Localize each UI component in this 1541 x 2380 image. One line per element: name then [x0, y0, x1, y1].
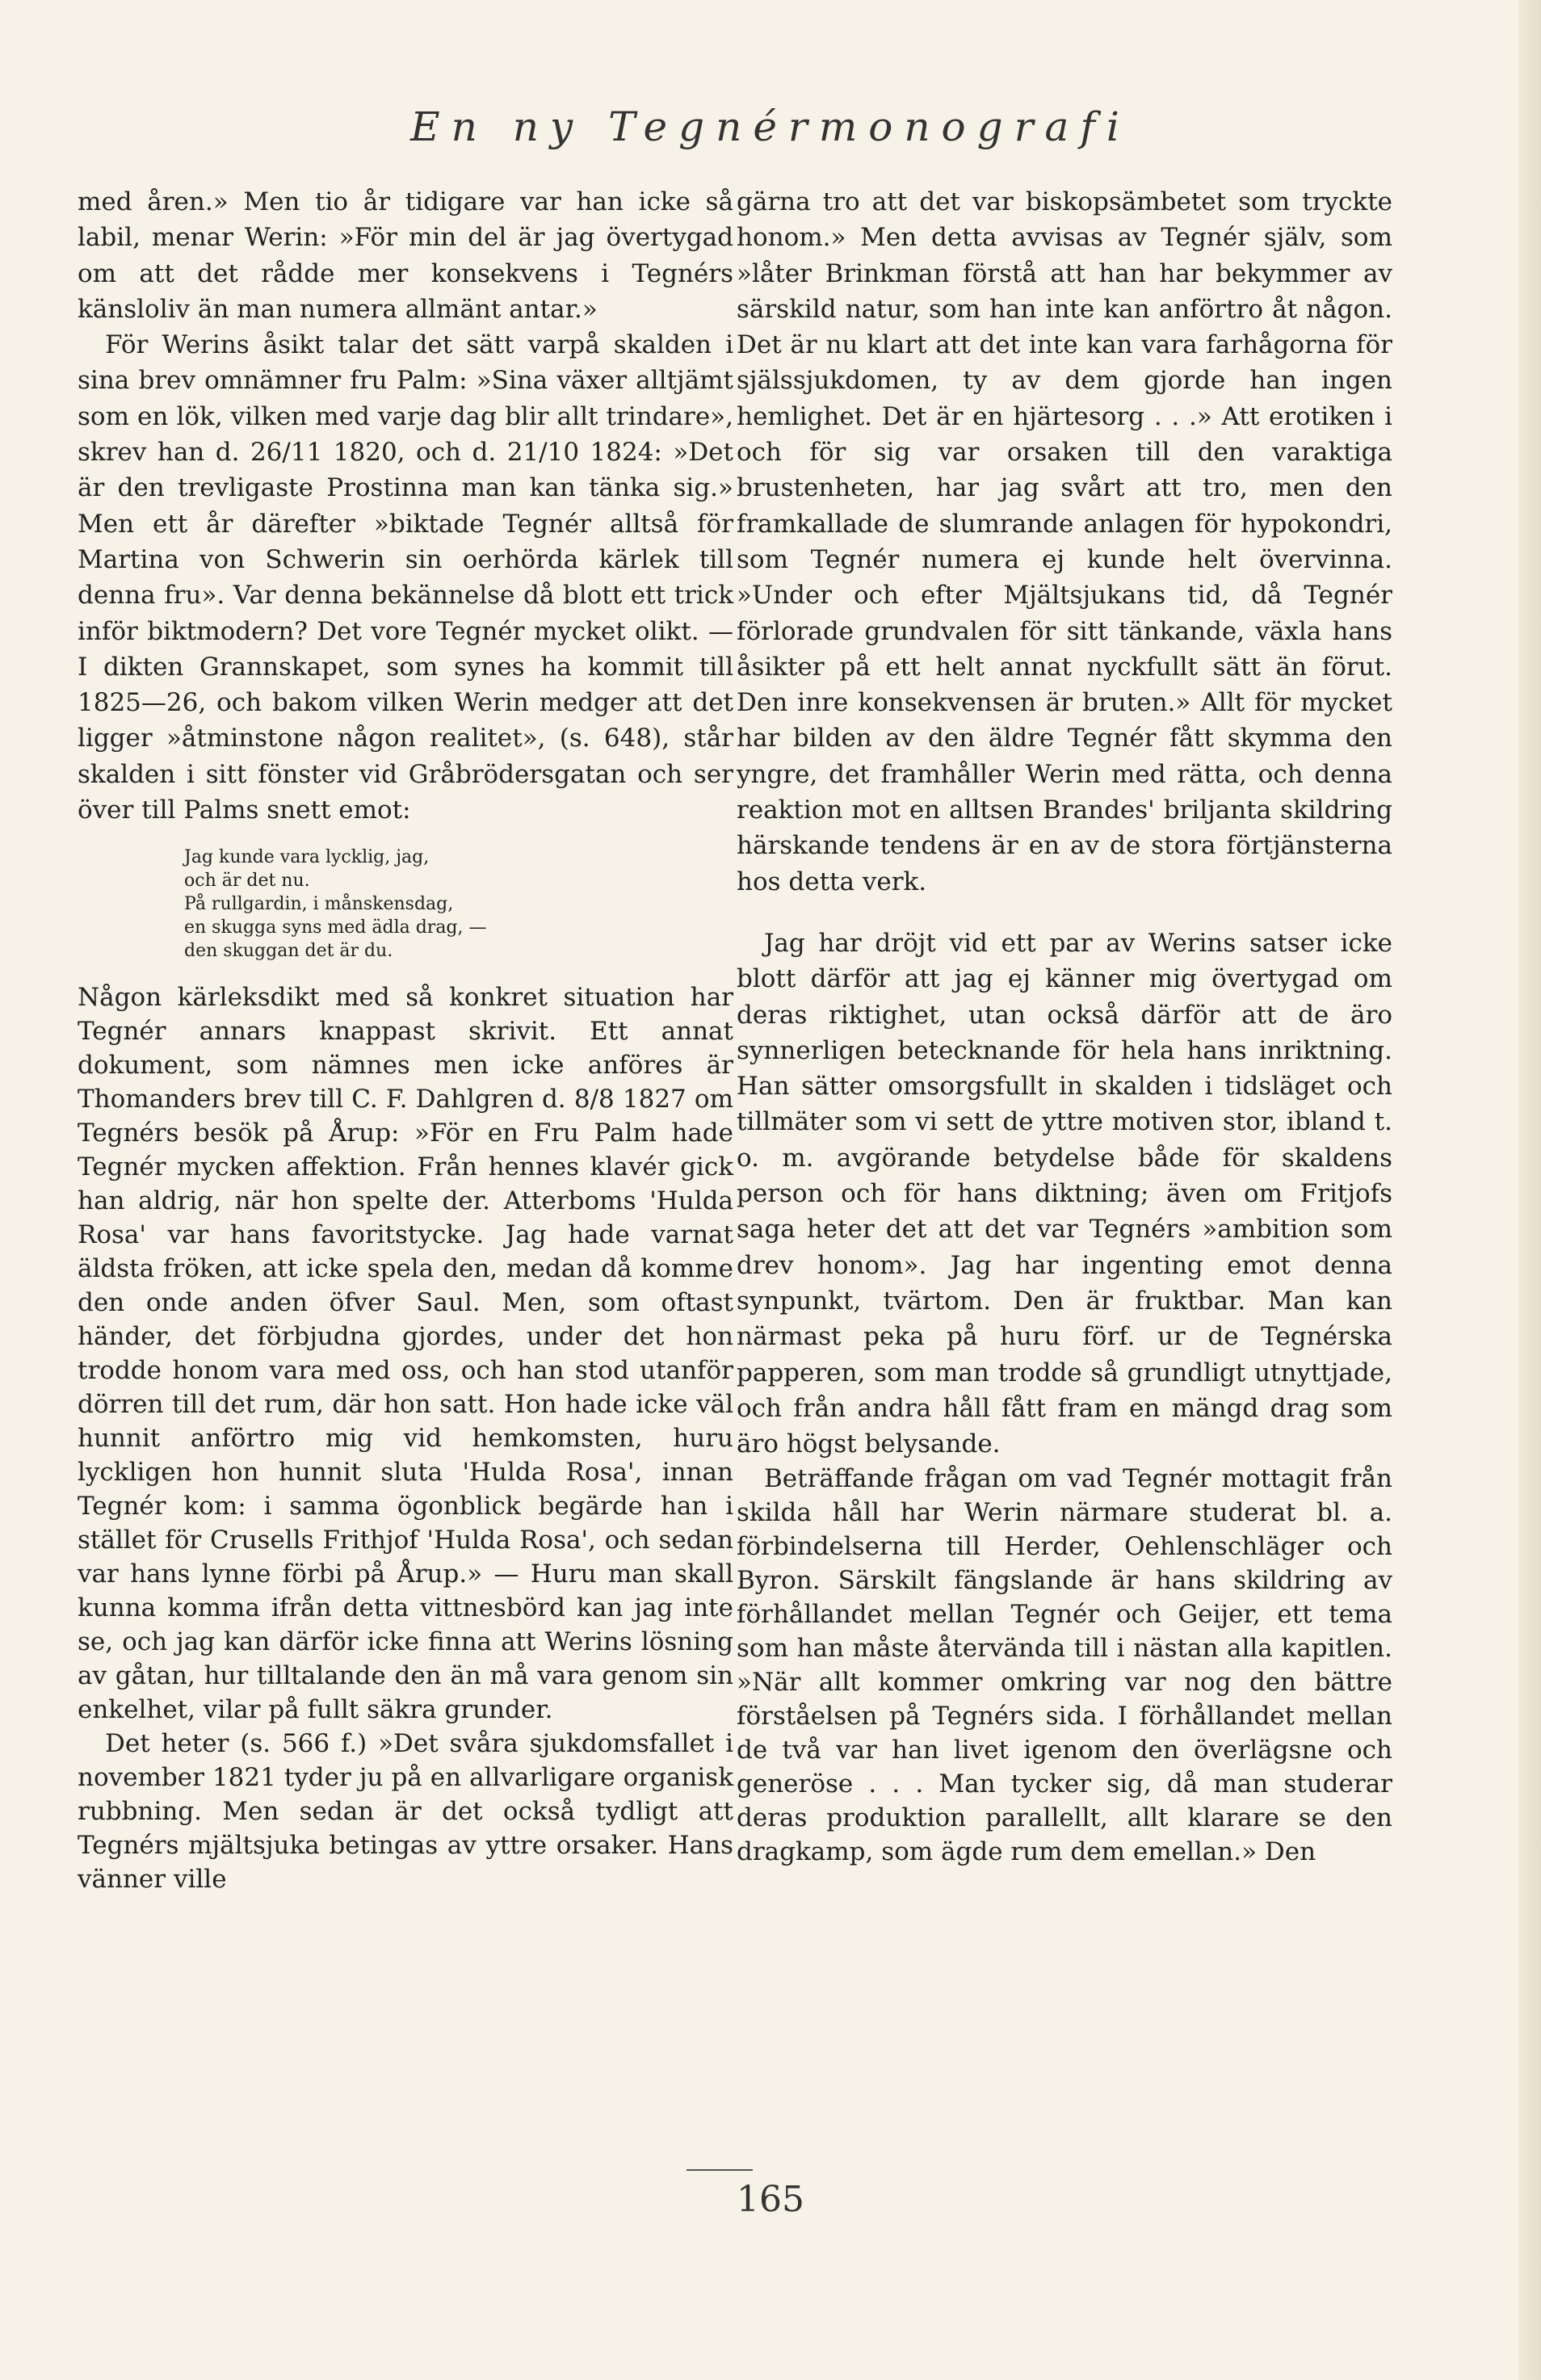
- paragraph: Det heter (s. 566 f.) »Det svåra sjukdomsfallet i november 1821 tyder ju på en allvarligare organisk rubbning. Men sedan är det också tydligt att Tegnérs mjältsjuka betingas av yttre orsaker. Hans vänner ville: [78, 1729, 733, 1895]
- paragraph: Jag har dröjt vid ett par av Werins satser icke blott därför att jag ej känner mig övertygad om deras riktighet, utan också därför att de äro synnerligen betecknande för hela hans inriktning. Han sätter omsorgsfullt in skalden i tidsläget och tillmäter som vi sett de yttre motiven stor, ibland t. o. m. avgörande betydelse både för skaldens person och för hans diktning; även om Fritjofs saga heter det att det var Tegnérs »ambition som drev honom». Jag har ingenting emot denna synpunkt, tvärtom. Den är fruktbar. Man kan närmast peka på huru förf. ur de Tegnérska papperen, som man trodde så grundligt utnyttjade, och från andra håll fått fram en mängd drag som äro högst belysande.: [737, 928, 1392, 1459]
- poem-line: en skugga syns med ädla drag, —: [184, 917, 487, 938]
- paragraph: För Werins åsikt talar det sätt varpå skalden i sina brev omnämner fru Palm: »Sina växer alltjämt som en lök, vilken med varje dag blir allt trindare», skrev han d. 26/11 1820, och d. 21/10 1824: »Det är den trevligaste Prostinna man kan tänka sig.» Men ett år därefter »biktade Tegnér alltså för Martina von Schwerin sin oerhörda kärlek till denna fru». Var denna bekännelse då blott ett trick inför biktmodern? Det vore Tegnér mycket olikt. — I dikten Grannskapet, som synes ha kommit till 1825—26, och bakom vilken Werin medger att det ligger »åtminstone någon realitet», (s. 648), står skalden i sitt fönster vid Gråbrödersgatan och ser över till Palms snett emot:: [78, 330, 733, 825]
- left-column: [78, 184, 733, 1896]
- poem-line: På rullgardin, i månskensdag,: [184, 894, 454, 915]
- paragraph: Någon kärleksdikt med så konkret situation har Tegnér annars knappast skrivit. Ett annat dokument, som nämnes men icke anföres är Thomanders brev till C. F. Dahlgren d. 8/8 1827 om Tegnérs besök på Årup: »För en Fru Palm hade Tegnér mycken affektion. Från hennes klavér gick han aldrig, när hon spelte der. Atterboms 'Hulda Rosa' var hans favoritstycke. Jag hade varnat äldsta fröken, att icke spela den, medan då komme den onde anden öfver Saul. Men, som oftast händer, det förbjudna gjordes, under det hon trodde honom vara med oss, och han stod utanför dörren till det rum, där hon satt. Hon hade icke väl hunnit anförtro mig vid hemkomsten, huru lyckligen hon hunnit sluta 'Hulda Rosa', innan Tegnér kom: i samma ögonblick begärde han i stället för Crusells Frithjof 'Hulda Rosa', och sedan var hans lynne förbi på Årup.» — Huru man skall kunna komma ifrån detta vittnesbörd kan jag inte se, och jag kan därför icke finna att Werins lösning av gåtan, hur tilltalande den än må vara genom sin enkelhet, vilar på fullt säkra grunder.: [78, 983, 733, 1725]
- paragraph: med åren.» Men tio år tidigare var han icke så labil, menar Werin: »För min del är jag övertygad om att det rådde mer konsekvens i Tegnérs känsloliv än man numera allmänt antar.»: [78, 187, 733, 324]
- poem-line: den skuggan det är du.: [184, 941, 393, 962]
- page-number-rule: [687, 2169, 753, 2171]
- paragraph: gärna tro att det var biskopsämbetet som tryckte honom.» Men detta avvisas av Tegnér själv, som »låter Brinkman förstå att han har bekymmer av särskild natur, som han inte kan anförtro åt någon. Det är nu klart att det inte kan vara farhågorna för själssjukdomen, ty av dem gjorde han ingen hemlighet. Det är en hjärtesorg . . .» Att erotiken i och för sig var orsaken till den varaktiga brustenheten, har jag svårt att tro, men den framkallade de slumrande anlagen för hypokondri, som Tegnér numera ej kunde helt övervinna. »Under och efter Mjältsjukans tid, då Tegnér förlorade grundvalen för sitt tänkande, växla hans åsikter på ett helt annat nyckfullt sätt än förut. Den inre konsekvensen är bruten.» Allt för mycket har bilden av den äldre Tegnér fått skymma den yngre, det framhåller Werin med rätta, och denna reaktion mot en alltsen Brandes' briljanta skildring härskande tendens är en av de stora förtjänsterna hos detta verk.: [737, 187, 1392, 896]
- page-number: 165: [737, 2179, 804, 2220]
- right-column: [737, 184, 1392, 1869]
- poem-line: och är det nu.: [184, 871, 310, 892]
- running-title: En ny Tegnérmonografi: [410, 103, 1131, 150]
- paragraph: Beträffande frågan om vad Tegnér mottagit från skilda håll har Werin närmare studerat bl. a. förbindelserna till Herder, Oehlenschläger och Byron. Särskilt fängslande är hans skildring av förhållandet mellan Tegnér och Geijer, ett tema som han måste återvända till i nästan alla kapitlen. »När allt kommer omkring var nog den bättre förståelsen på Tegnérs sida. I förhållandet mellan de två var han livet igenom den överlägsne och generöse . . . Man tycker sig, då man studerar deras produktion parallellt, allt klarare se den dragkamp, som ägde rum dem emellan.» Den: [737, 1464, 1392, 1867]
- scan-edge-shadow: [1518, 0, 1541, 2380]
- poem-quote: [184, 846, 733, 963]
- poem-line: Jag kunde vara lycklig, jag,: [184, 847, 430, 868]
